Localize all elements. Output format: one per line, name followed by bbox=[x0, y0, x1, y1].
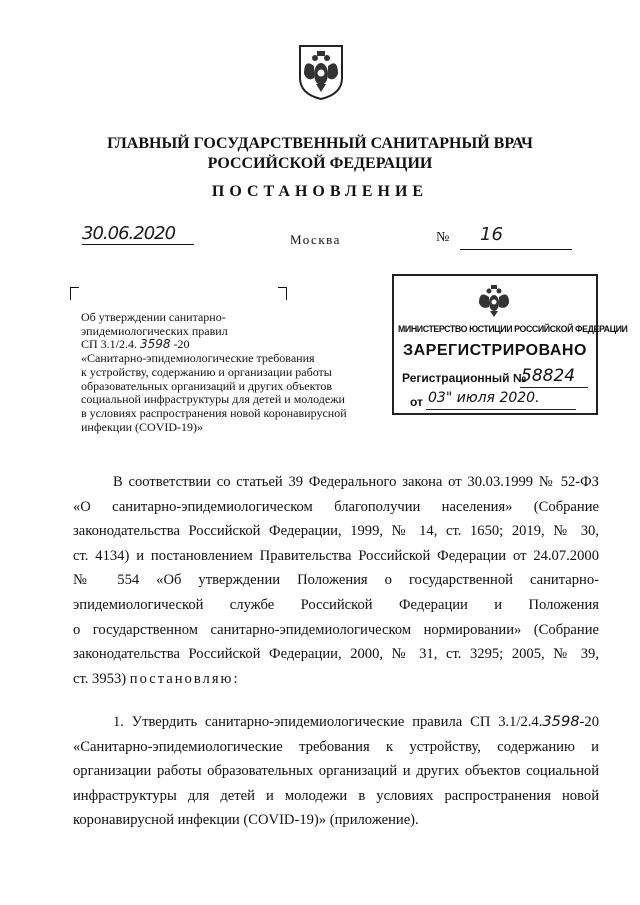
stamp-reg-number: 58824 bbox=[521, 366, 576, 386]
subject-line: Об утверждении санитарно- bbox=[81, 310, 226, 324]
paragraph-line: инфраструктуры для детей и молодежи в условиях распространения новой bbox=[73, 787, 599, 804]
stamp-reg-underline bbox=[520, 387, 588, 388]
paragraph-line: эпидемиологической службе Российской Федерации и Положения bbox=[73, 596, 599, 613]
stamp-date-year: 2020. bbox=[499, 390, 540, 406]
paragraph-line: законодательства Российской Федерации, 1999, № 14, ст. 1650; 2019, № 30, bbox=[73, 523, 599, 540]
subject-rule-number: 3598 bbox=[140, 337, 171, 352]
subject-line: эпидемиологических правил bbox=[81, 323, 228, 338]
stamp-reg-label: Регистрационный № bbox=[402, 371, 527, 385]
document-number: 16 bbox=[480, 224, 503, 245]
stamp-emblem-icon bbox=[476, 284, 512, 318]
document-city: Москва bbox=[290, 232, 341, 247]
stamp-date-month: июля bbox=[456, 390, 495, 406]
resolution-item-1 bbox=[73, 710, 599, 833]
document-number-label: № bbox=[436, 230, 450, 245]
organization-line-2: РОССИЙСКОЙ ФЕДЕРАЦИИ bbox=[207, 155, 433, 172]
stamp-date-day: 03 bbox=[428, 390, 446, 406]
document-subject bbox=[81, 311, 381, 434]
subject-corner-right bbox=[278, 287, 287, 300]
subject-line: к устройству, содержанию и организации работы bbox=[81, 364, 332, 379]
subject-line: социальной инфраструктуры для детей и молодежи bbox=[81, 392, 345, 407]
paragraph-line: № 554 «Об утверждении Положения о государственной санитарно- bbox=[73, 572, 599, 589]
paragraph-line: ст. 4134) и постановлением Правительства Российской Федерации от 24.07.2000 bbox=[73, 547, 599, 564]
stamp-date-label: от bbox=[410, 395, 423, 409]
preamble-paragraph bbox=[73, 470, 599, 691]
subject-line: в условиях распространения новой коронавирусной bbox=[81, 405, 347, 420]
resolve-verb: постановляю: bbox=[129, 670, 240, 687]
paragraph-line: о государственном санитарно-эпидемиологическом нормировании» (Собрание bbox=[73, 621, 599, 638]
subject-line: «Санитарно-эпидемиологические требования bbox=[81, 351, 315, 366]
organization-line-1: ГЛАВНЫЙ ГОСУДАРСТВЕННЫЙ САНИТАРНЫЙ ВРАЧ bbox=[107, 135, 533, 152]
subject-line: инфекции (COVID-19)» bbox=[81, 419, 204, 434]
coat-of-arms-emblem bbox=[296, 44, 346, 100]
stamp-status: ЗАРЕГИСТРИРОВАНО bbox=[403, 342, 587, 359]
paragraph-line: «Санитарно-эпидемиологические требования к устройству, содержанию и bbox=[73, 738, 599, 755]
subject-line-rule bbox=[81, 338, 381, 352]
document-type: ПОСТАНОВЛЕНИЕ bbox=[211, 183, 429, 200]
item-1-rule-suffix: -20 bbox=[579, 714, 599, 730]
subject-rule-suffix: -20 bbox=[173, 337, 190, 352]
paragraph-line-first bbox=[73, 710, 599, 735]
subject-line: образовательных организаций и других объектов bbox=[81, 378, 333, 393]
subject-corner-left bbox=[70, 287, 79, 300]
item-1-rule-number: 3598 bbox=[542, 713, 580, 730]
item-1-prefix: 1. Утвердить санитарно-эпидемиологические правила СП 3.1/2.4. bbox=[113, 714, 543, 730]
paragraph-line: организации работы образовательных организаций и других объектов социальной bbox=[73, 763, 599, 780]
preamble-citation-end: ст. 3953) bbox=[73, 670, 127, 687]
paragraph-line: законодательства Российской Федерации, 2000, № 31, ст. 3295; 2005, № 39, bbox=[73, 646, 599, 663]
organization-title bbox=[0, 134, 640, 174]
document-date: 30.06.2020 bbox=[82, 224, 194, 245]
stamp-date: 03" июля 2020. bbox=[428, 390, 540, 406]
stamp-date-underline bbox=[426, 409, 576, 410]
paragraph-line: коронавирусной инфекции (COVID-19)» (приложение). bbox=[73, 812, 419, 829]
paragraph-line: «О санитарно-эпидемиологическом благополучии населения» (Собрание bbox=[73, 498, 599, 515]
paragraph-line: В соответствии со статьей 39 Федерального закона от 30.03.1999 № 52-ФЗ bbox=[113, 474, 599, 490]
document-number-underline bbox=[460, 249, 572, 250]
subject-rule-prefix: СП 3.1/2.4. bbox=[81, 337, 138, 352]
stamp-ministry: МИНИСТЕРСТВО ЮСТИЦИИ РОССИЙСКОЙ ФЕДЕРАЦИИ bbox=[398, 324, 628, 334]
registration-stamp bbox=[392, 274, 628, 415]
paragraph-line-last bbox=[73, 667, 599, 692]
